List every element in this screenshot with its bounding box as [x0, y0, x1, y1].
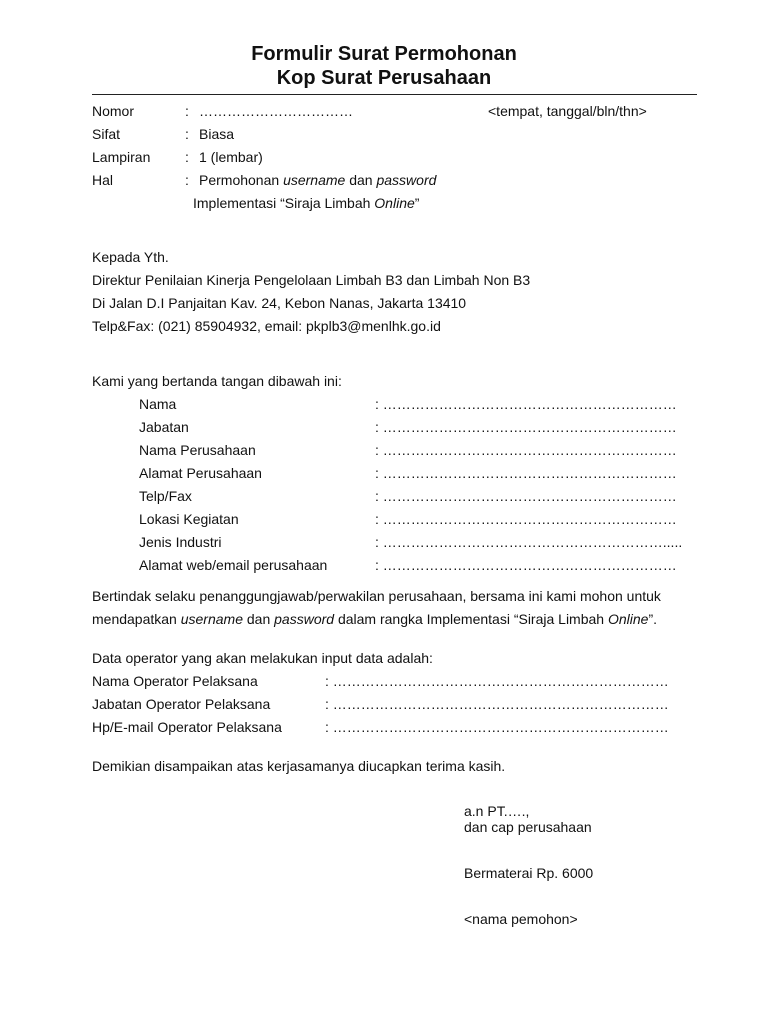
- operator-field-label: Hp/E-mail Operator Pelaksana: [92, 719, 282, 735]
- statement-username: username: [180, 611, 243, 627]
- statement-password: password: [274, 611, 335, 627]
- undersigned-intro: Kami yang bertanda tangan dibawah ini:: [92, 373, 342, 389]
- operator-intro: Data operator yang akan melakukan input data adalah:: [92, 650, 433, 666]
- place-date: <tempat, tanggal/bln/thn>: [488, 103, 647, 119]
- statement-post1: dalam rangka Implementasi “Siraja Limbah: [334, 611, 608, 627]
- hal-value: [199, 171, 436, 189]
- field-label: Alamat web/email perusahaan: [139, 557, 328, 573]
- field-value: : ………………………………………………………: [375, 465, 677, 481]
- statement-post2: ”.: [648, 611, 657, 627]
- hal-line2-post: ”: [414, 195, 420, 211]
- hal-line2-pre: Implementasi “Siraja Limbah: [193, 195, 375, 211]
- signature-duty-stamp: Bermaterai Rp. 6000: [464, 865, 594, 881]
- field-value: : ………………………………………………………: [375, 442, 677, 458]
- sifat-label: Sifat: [92, 126, 121, 142]
- hal-line2-online: Online: [374, 195, 415, 211]
- hal-value-pre: Permohonan: [199, 172, 284, 188]
- signature-applicant-name: <nama pemohon>: [464, 911, 578, 927]
- title-divider: [92, 94, 697, 95]
- field-value: : …………………………………………………….....: [375, 534, 683, 550]
- hal-value-username: username: [283, 172, 346, 188]
- statement-mid: dan: [243, 611, 275, 627]
- field-value: : ………………………………………………………: [375, 488, 677, 504]
- recipient-line3: Telp&Fax: (021) 85904932, email: pkplb3@menlhk.go.id: [92, 318, 441, 334]
- recipient-line2: Di Jalan D.I Panjaitan Kav. 24, Kebon Nanas, Jakarta 13410: [92, 295, 467, 311]
- signature-company: a.n PT.….,: [464, 803, 530, 819]
- field-label: Nama: [139, 396, 177, 412]
- field-label: Alamat Perusahaan: [139, 465, 262, 481]
- field-value: : ………………………………………………………: [375, 511, 677, 527]
- field-value: : ………………………………………………………: [375, 419, 677, 435]
- lampiran-value: 1 (lembar): [199, 149, 263, 165]
- hal-colon: :: [185, 172, 189, 188]
- statement-line2: [92, 610, 657, 628]
- field-label: Telp/Fax: [139, 488, 192, 504]
- field-label: Lokasi Kegiatan: [139, 511, 239, 527]
- closing-text: Demikian disampaikan atas kerjasamanya diucapkan terima kasih.: [92, 758, 506, 774]
- field-value: : ………………………………………………………: [375, 557, 677, 573]
- form-subtitle: Kop Surat Perusahaan: [276, 67, 492, 89]
- sifat-colon: :: [185, 126, 189, 142]
- operator-field-value: : ………………………………………………………………: [325, 673, 669, 689]
- operator-field-value: : ………………………………………………………………: [325, 719, 669, 735]
- nomor-value: ……………………………: [199, 103, 353, 119]
- statement-online: Online: [607, 611, 649, 627]
- statement-line1: Bertindak selaku penanggungjawab/perwakilan perusahaan, bersama ini kami mohon untuk: [92, 588, 661, 604]
- hal-value-line2: [193, 194, 419, 212]
- recipient-line1: Direktur Penilaian Kinerja Pengelolaan Limbah B3 dan Limbah Non B3: [92, 272, 531, 288]
- hal-value-mid: dan: [345, 172, 377, 188]
- field-label: Jabatan: [139, 419, 189, 435]
- signature-stamp-note: dan cap perusahaan: [464, 819, 592, 835]
- nomor-label: Nomor: [92, 103, 135, 119]
- hal-label: Hal: [92, 172, 114, 188]
- field-label: Nama Perusahaan: [139, 442, 256, 458]
- operator-field-value: : ………………………………………………………………: [325, 696, 669, 712]
- nomor-colon: :: [185, 103, 189, 119]
- field-value: : ………………………………………………………: [375, 396, 677, 412]
- recipient-greeting: Kepada Yth.: [92, 249, 169, 265]
- lampiran-label: Lampiran: [92, 149, 151, 165]
- statement-pre: mendapatkan: [92, 611, 181, 627]
- form-title: Formulir Surat Permohonan: [251, 43, 517, 65]
- operator-field-label: Jabatan Operator Pelaksana: [92, 696, 271, 712]
- sifat-value: Biasa: [199, 126, 235, 142]
- field-label: Jenis Industri: [139, 534, 222, 550]
- operator-field-label: Nama Operator Pelaksana: [92, 673, 258, 689]
- lampiran-colon: :: [185, 149, 189, 165]
- hal-value-password: password: [376, 172, 437, 188]
